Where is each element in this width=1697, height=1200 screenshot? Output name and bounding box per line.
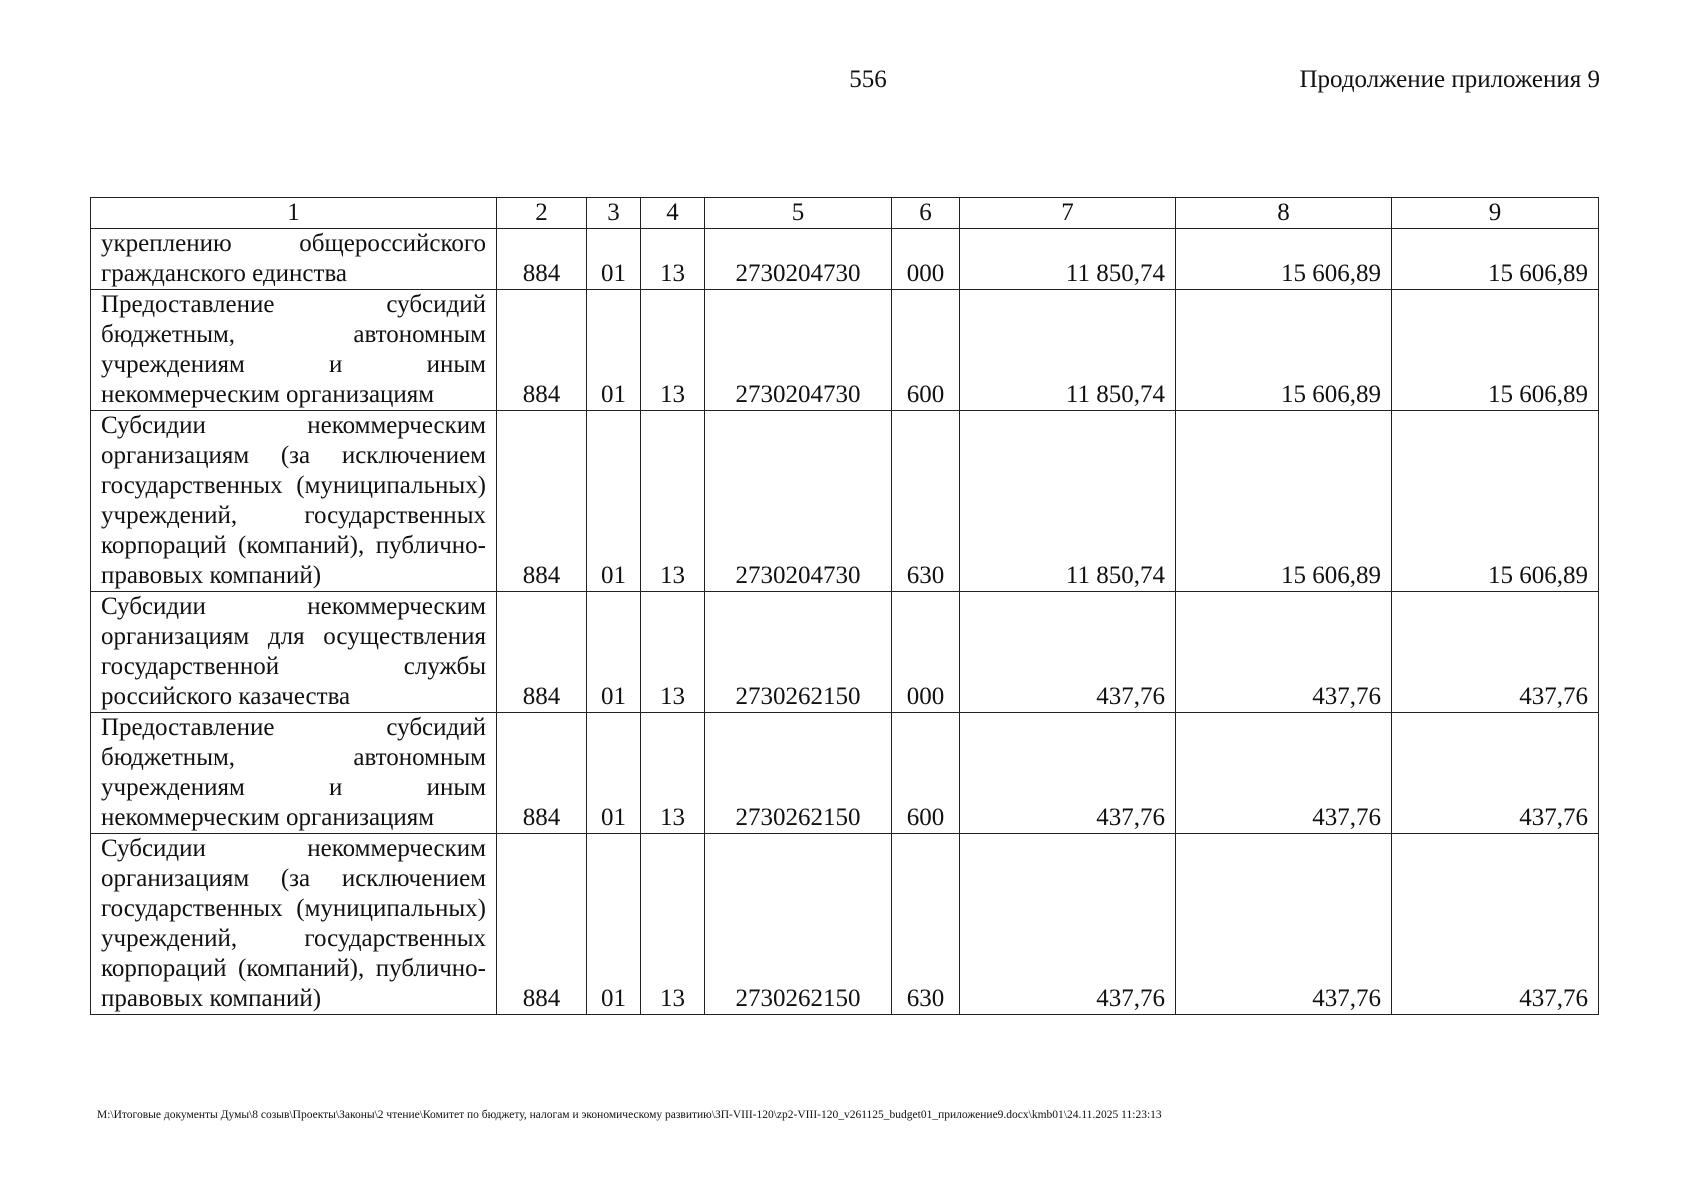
table-row — [91, 713, 1599, 834]
cell-ministry-code: 884 — [497, 592, 587, 713]
cell-section: 01 — [587, 834, 641, 1015]
cell-amount-col7: 11 850,74 — [960, 411, 1176, 592]
cell-target-article: 2730204730 — [705, 229, 892, 290]
cell-target-article: 2730204730 — [705, 411, 892, 592]
cell-amount-col9: 437,76 — [1392, 834, 1599, 1015]
cell-amount-col9: 15 606,89 — [1392, 229, 1599, 290]
cell-expense-type: 630 — [892, 834, 960, 1015]
cell-amount-col7: 437,76 — [960, 592, 1176, 713]
table-row — [91, 592, 1599, 713]
cell-target-article: 2730262150 — [705, 713, 892, 834]
cell-target-article: 2730204730 — [705, 290, 892, 411]
cell-target-article: 2730262150 — [705, 592, 892, 713]
row-description: Субсидии некоммерческим организациям для осуществления государственной службы российского казачества — [91, 592, 497, 713]
table-header-row — [91, 198, 1599, 229]
cell-subsection: 13 — [641, 834, 705, 1015]
cell-subsection: 13 — [641, 411, 705, 592]
cell-ministry-code: 884 — [497, 411, 587, 592]
cell-amount-col9: 15 606,89 — [1392, 290, 1599, 411]
column-header: 9 — [1392, 198, 1599, 229]
table-row — [91, 229, 1599, 290]
cell-subsection: 13 — [641, 290, 705, 411]
cell-amount-col9: 15 606,89 — [1392, 411, 1599, 592]
row-description: укреплению общероссийского гражданского единства — [91, 229, 497, 290]
row-description: Предоставление субсидий бюджетным, автономным учреждениям и иным некоммерческим организациям — [91, 290, 497, 411]
cell-amount-col8: 15 606,89 — [1176, 411, 1392, 592]
cell-section: 01 — [587, 411, 641, 592]
cell-amount-col7: 11 850,74 — [960, 290, 1176, 411]
cell-expense-type: 000 — [892, 229, 960, 290]
column-header: 7 — [960, 198, 1176, 229]
row-description: Субсидии некоммерческим организациям (за исключением государственных (муниципальных) учреждений, государственных корпораций (компаний), публично-правовых компаний) — [91, 834, 497, 1015]
column-header: 4 — [641, 198, 705, 229]
appendix-caption: Продолжение приложения 9 — [1299, 66, 1600, 93]
cell-expense-type: 600 — [892, 713, 960, 834]
cell-section: 01 — [587, 290, 641, 411]
table-row — [91, 834, 1599, 1015]
cell-amount-col8: 15 606,89 — [1176, 290, 1392, 411]
column-header: 3 — [587, 198, 641, 229]
cell-section: 01 — [587, 592, 641, 713]
document-file-path: M:\Итоговые документы Думы\8 созыв\Проекты\Законы\2 чтение\Комитет по бюджету, налогам и экономическому развитию\ЗП-VIII-120\zp2-VIII-120_v261125_budget01_приложение9.docx\kmb01\24.11.2025 11:23:13 — [97, 1109, 1162, 1121]
cell-ministry-code: 884 — [497, 290, 587, 411]
cell-target-article: 2730262150 — [705, 834, 892, 1015]
row-description: Субсидии некоммерческим организациям (за исключением государственных (муниципальных) учреждений, государственных корпораций (компаний), публично-правовых компаний) — [91, 411, 497, 592]
cell-section: 01 — [587, 713, 641, 834]
cell-section: 01 — [587, 229, 641, 290]
cell-amount-col8: 437,76 — [1176, 713, 1392, 834]
table-row — [91, 411, 1599, 592]
cell-amount-col8: 437,76 — [1176, 592, 1392, 713]
cell-amount-col9: 437,76 — [1392, 713, 1599, 834]
column-header: 1 — [91, 198, 497, 229]
column-header: 2 — [497, 198, 587, 229]
column-header: 8 — [1176, 198, 1392, 229]
cell-expense-type: 600 — [892, 290, 960, 411]
page-number: 556 — [849, 66, 887, 93]
cell-amount-col8: 437,76 — [1176, 834, 1392, 1015]
table-row — [91, 290, 1599, 411]
cell-amount-col9: 437,76 — [1392, 592, 1599, 713]
cell-expense-type: 000 — [892, 592, 960, 713]
column-header: 5 — [705, 198, 892, 229]
cell-ministry-code: 884 — [497, 713, 587, 834]
cell-ministry-code: 884 — [497, 229, 587, 290]
cell-ministry-code: 884 — [497, 834, 587, 1015]
budget-table — [90, 197, 1599, 1015]
cell-amount-col7: 437,76 — [960, 713, 1176, 834]
cell-amount-col7: 11 850,74 — [960, 229, 1176, 290]
column-header: 6 — [892, 198, 960, 229]
cell-expense-type: 630 — [892, 411, 960, 592]
cell-amount-col8: 15 606,89 — [1176, 229, 1392, 290]
cell-subsection: 13 — [641, 713, 705, 834]
cell-subsection: 13 — [641, 592, 705, 713]
row-description: Предоставление субсидий бюджетным, автономным учреждениям и иным некоммерческим организациям — [91, 713, 497, 834]
cell-subsection: 13 — [641, 229, 705, 290]
cell-amount-col7: 437,76 — [960, 834, 1176, 1015]
